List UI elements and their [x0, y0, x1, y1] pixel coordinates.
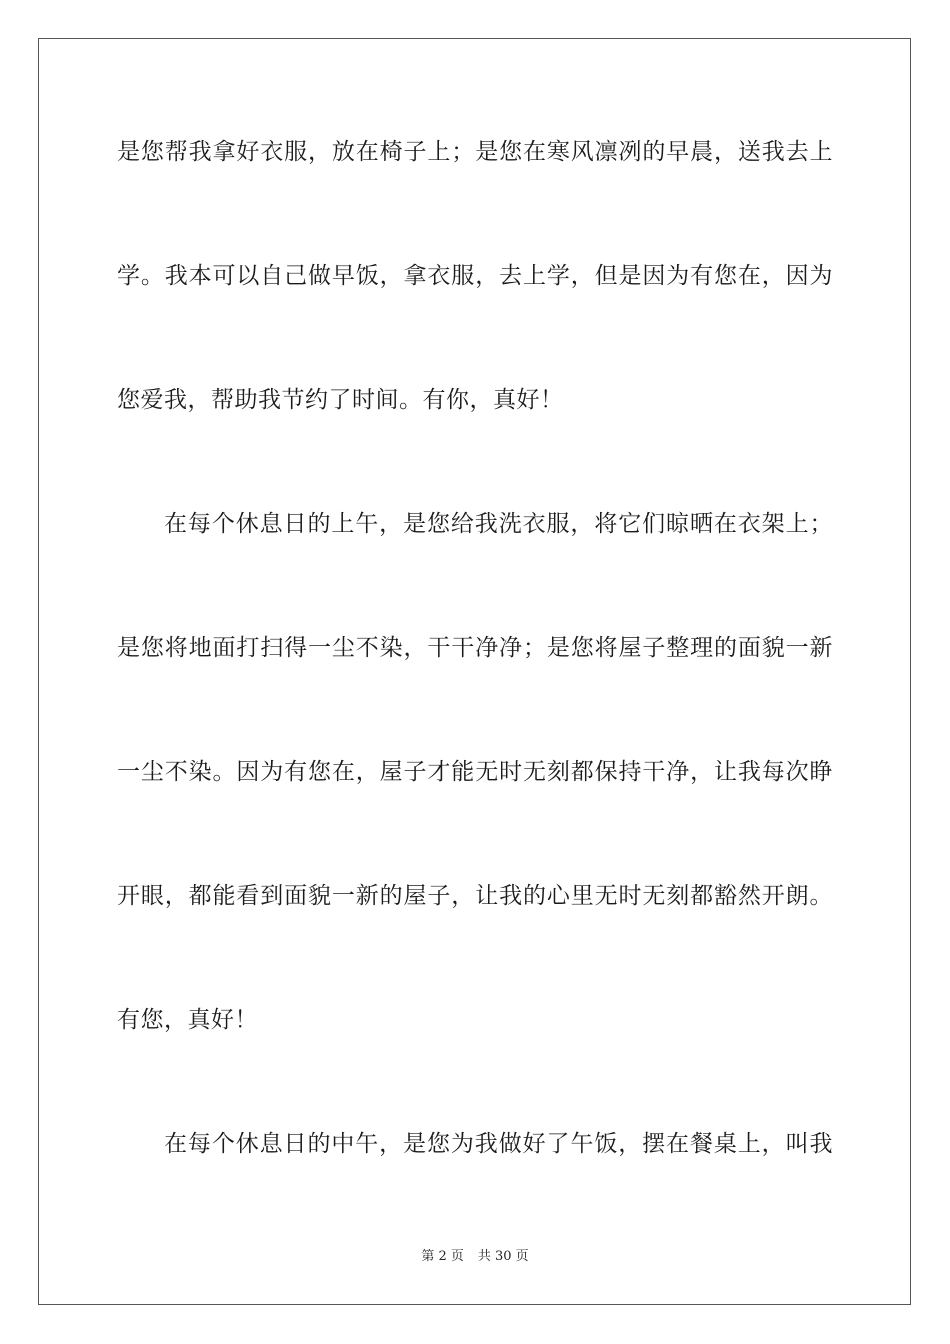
- page-footer: [0, 1248, 950, 1266]
- text-line-7: 开眼，都能看到面貌一新的屋子，让我的心里无时无刻都豁然开朗。: [117, 883, 833, 909]
- page-border: [38, 38, 911, 1305]
- text-line-9-paragraph-start: 在每个休息日的中午，是您为我做好了午饭，摆在餐桌上，叫我: [164, 1131, 833, 1157]
- text-line-8: 有您，真好！: [117, 1007, 258, 1033]
- text-line-6: 一尘不染。因为有您在，屋子才能无时无刻都保持干净，让我每次睁: [117, 759, 833, 785]
- text-line-4-paragraph-start: 在每个休息日的上午，是您给我洗衣服，将它们晾晒在衣架上；: [164, 511, 833, 537]
- page-number: 第 2 页: [421, 1249, 464, 1264]
- text-line-1: 是您帮我拿好衣服，放在椅子上；是您在寒风凛冽的早晨，送我去上: [117, 139, 833, 165]
- page-total: 共 30 页: [477, 1249, 529, 1264]
- text-line-3: 您爱我，帮助我节约了时间。有你，真好！: [117, 387, 564, 413]
- text-line-2: 学。我本可以自己做早饭，拿衣服，去上学，但是因为有您在，因为: [117, 263, 833, 289]
- text-line-5: 是您将地面打扫得一尘不染，干干净净；是您将屋子整理的面貌一新: [117, 635, 833, 661]
